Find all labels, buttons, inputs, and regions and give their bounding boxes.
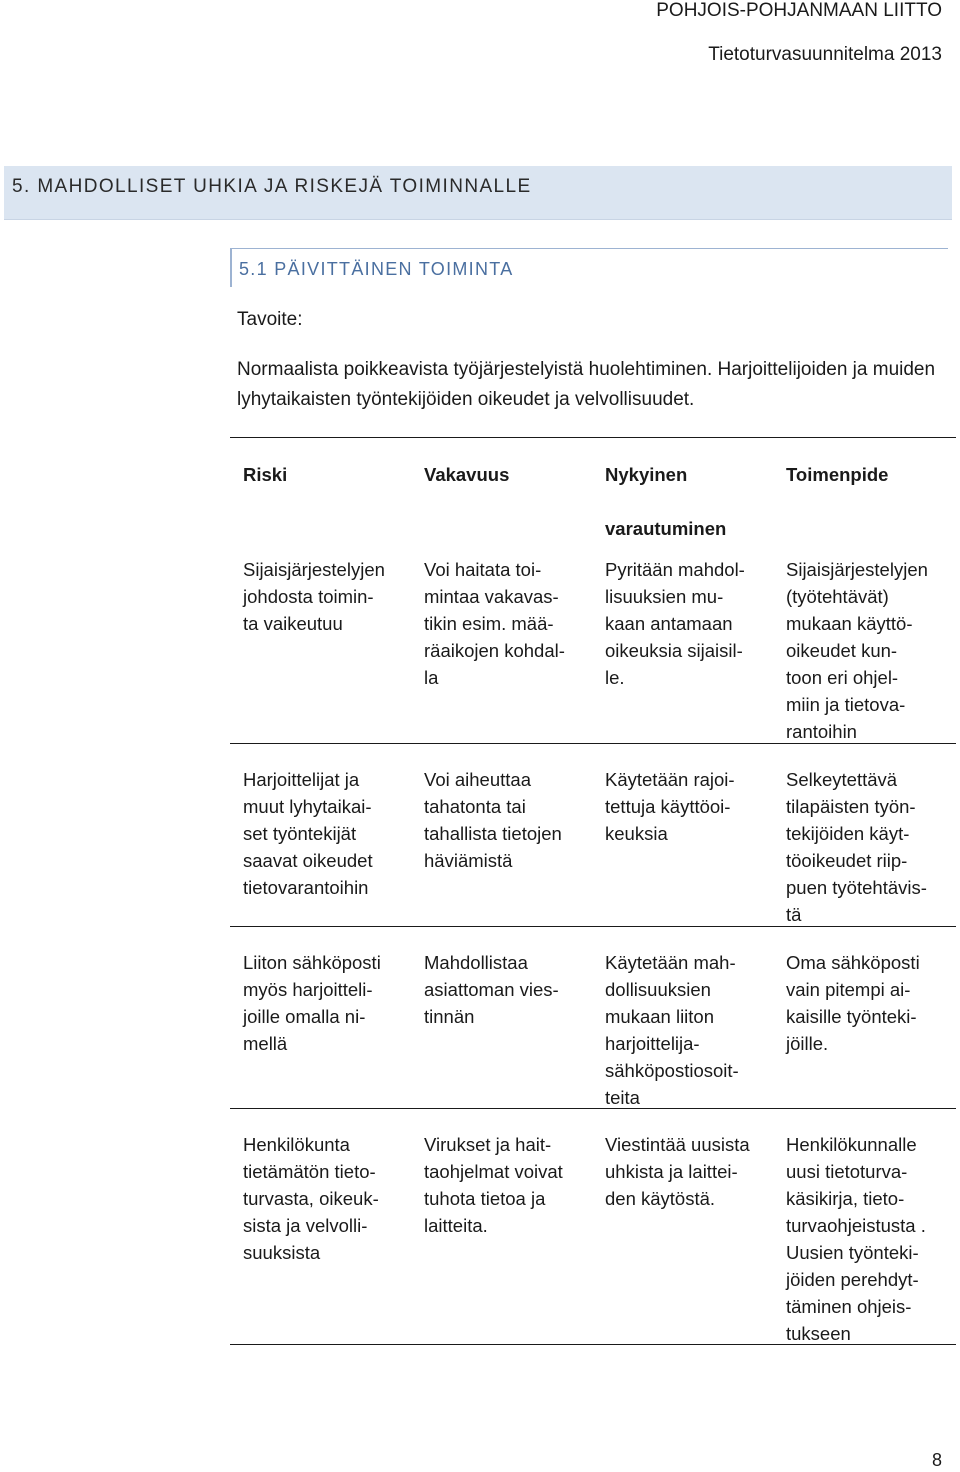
table-row-rule <box>230 926 956 927</box>
column-header-action: Toimenpide <box>786 464 889 485</box>
table-cell-risk: Henkilökunta tietämätön tieto- turvasta, oikeuk- sista ja velvolli- suuksista <box>243 1134 379 1263</box>
table-cell-preparedness: Pyritään mahdol- lisuuksien mu- kaan antamaan oikeuksia sijaisil- le. <box>605 559 745 688</box>
table-cell-risk: Sijaisjärjestelyjen johdosta toimin- ta vaikeutuu <box>243 559 385 634</box>
goal-text: Normaalista poikkeavista työjärjestelyistä huolehtiminen. Harjoittelijoiden ja muiden lyhytaikaisten työntekijöiden oikeudet ja velvollisuudet. <box>237 359 936 410</box>
table-cell-risk: Liiton sähköposti myös harjoitteli- joille omalla ni- mellä <box>243 952 381 1054</box>
header-document-title: Tietoturvasuunnitelma 2013 <box>708 44 942 65</box>
table-row-rule <box>230 1108 956 1109</box>
chapter-heading-band <box>4 166 952 220</box>
page-number: 8 <box>931 1450 942 1470</box>
table-bottom-rule <box>230 1344 956 1345</box>
table-cell-severity: Voi aiheuttaa tahatonta tai tahallista tietojen häviämistä <box>424 769 562 871</box>
table-row-rule <box>230 743 956 744</box>
table-cell-action: Sijaisjärjestelyjen (työtehtävät) mukaan käyttö- oikeudet kun- toon eri ohjel- miin ja tietova- rantoihin <box>786 559 928 742</box>
chapter-heading: 5. MAHDOLLISET UHKIA JA RISKEJÄ TOIMINNALLE <box>12 176 532 197</box>
table-cell-preparedness: Käytetään mah- dollisuuksien mukaan liiton harjoittelija- sähköpostiosoit- teita <box>605 952 739 1108</box>
header-organization: POHJOIS-POHJANMAAN LIITTO <box>656 0 942 21</box>
table-top-rule <box>230 437 956 438</box>
section-heading: 5.1 PÄIVITTÄINEN TOIMINTA <box>239 259 514 279</box>
section-heading-box <box>230 248 948 287</box>
column-header-preparedness: Nykyinen varautuminen <box>605 464 727 539</box>
table-cell-severity: Mahdollistaa asiattoman vies- tinnän <box>424 952 559 1027</box>
table-cell-severity: Virukset ja hait- taohjelmat voivat tuhota tietoa ja laitteita. <box>424 1134 563 1236</box>
table-cell-action: Oma sähköposti vain pitempi ai- kaisille työnteki- jöille. <box>786 952 920 1054</box>
table-cell-action: Selkeytettävä tilapäisten työn- tekijöiden käyt- töoikeudet riip- puen työtehtävis- tä <box>786 769 927 925</box>
column-header-risk: Riski <box>243 464 288 485</box>
table-cell-preparedness: Viestintää uusista uhkista ja laittei- den käytöstä. <box>605 1134 750 1209</box>
table-cell-preparedness: Käytetään rajoi- tettuja käyttöoi- keuksia <box>605 769 735 844</box>
column-header-severity: Vakavuus <box>424 464 510 485</box>
goal-label: Tavoite: <box>237 309 303 330</box>
table-cell-severity: Voi haitata toi- mintaa vakavas- tikin esim. mää- räaikojen kohdal- la <box>424 559 565 688</box>
table-cell-risk: Harjoittelijat ja muut lyhytaikai- set työntekijät saavat oikeudet tietovarantoihin <box>243 769 373 898</box>
table-cell-action: Henkilökunnalle uusi tietoturva- käsikirja, tieto- turvaohjeistusta . Uusien työnteki- jöiden perehdyt- täminen ohjeis- tukseen <box>786 1134 926 1344</box>
